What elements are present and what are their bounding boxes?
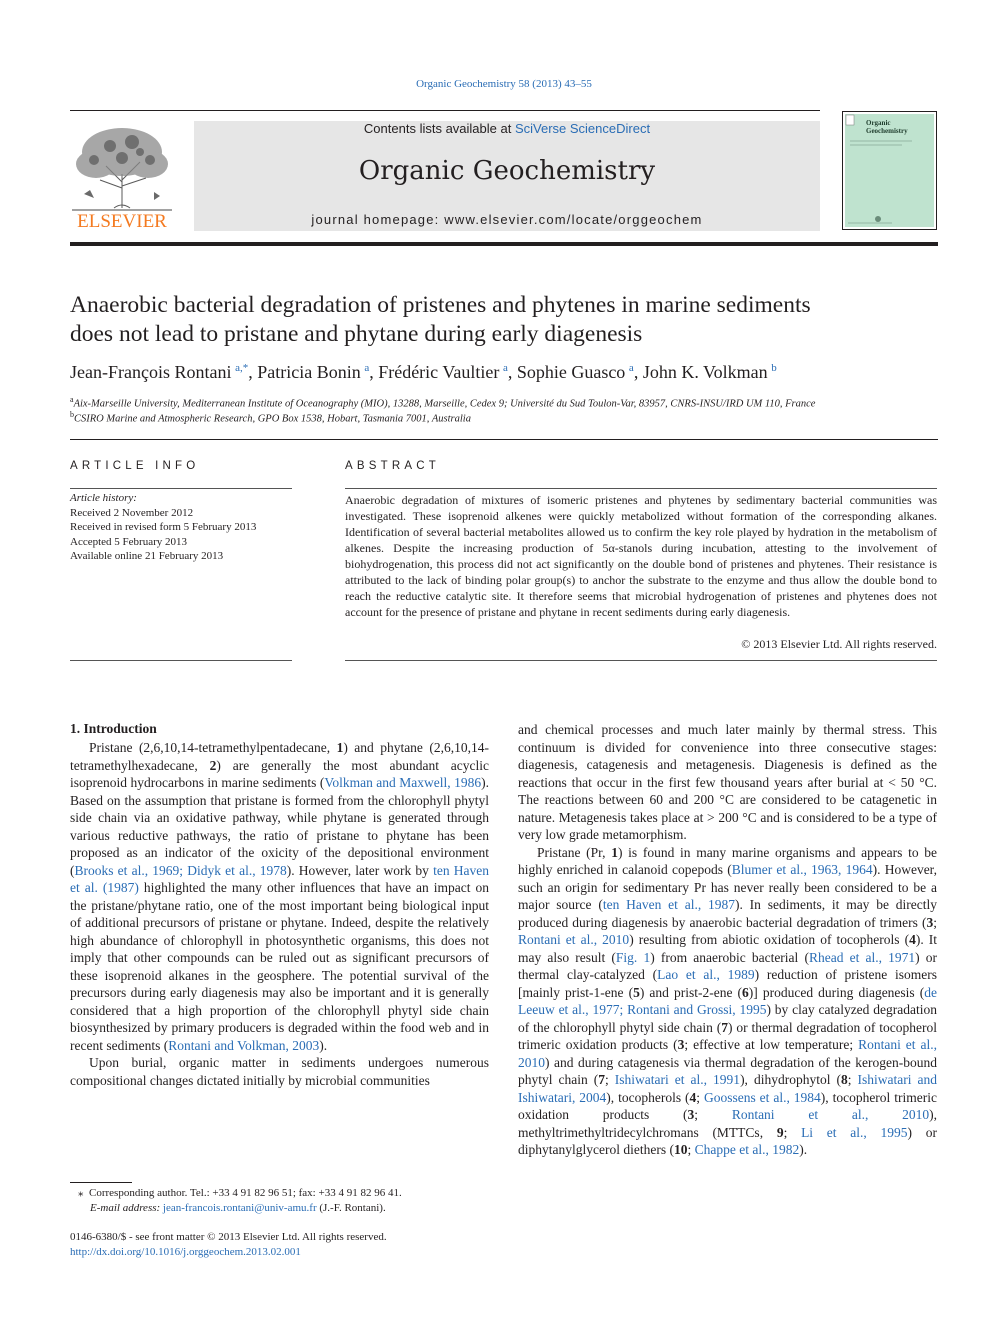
compound-number: 2 [209,757,217,773]
citation-link[interactable]: Volkman and Maxwell, 1986 [324,775,482,790]
journal-name: Organic Geochemistry [358,156,656,186]
body-paragraph [518,844,937,1159]
author-affiliation-marker[interactable]: b [771,362,777,374]
text-run: ), methyltrimethyltridecylchromans (MTTCs, [518,1107,937,1140]
text-run: ) or diphytanylglycerol diethers ( [518,1124,937,1157]
text-run: ). However, such an origin for sedimentary Pr has never really been considered to be a major source ( [518,862,938,912]
elsevier-logo[interactable] [70,122,174,234]
author-name: Frédéric Vaultier [378,362,500,382]
citation-link[interactable]: Lao et al., 1989 [657,967,755,982]
history-revised: Received in revised form 5 February 2013 [70,521,257,533]
contents-prefix: Contents lists available at [363,121,515,136]
citation-link[interactable]: Fig. 1 [615,949,651,965]
body-paragraph [70,1054,489,1089]
affiliation-a-marker: a [70,395,74,404]
compound-number: 7 [721,1019,728,1035]
affiliation-a [70,395,940,410]
citation-link[interactable]: Rontani et al., 2010 [518,1037,938,1070]
article-info-rule-bottom [70,660,292,661]
abstract-rule-bottom [345,660,937,661]
compound-number: 1 [336,740,344,755]
text-run: ; [605,1072,615,1087]
body-paragraph [518,721,937,844]
text-run: Pristane (2,6,10,14-tetramethylpentadecane, [89,740,337,755]
text-run: ; [847,1072,858,1087]
text-run: Upon burial, organic matter in sediments undergoes numerous compositional changes dictated initially by microbial communities [70,1055,489,1088]
body-paragraph [70,739,489,1054]
affiliation-rule [70,439,938,440]
author-5 [643,362,777,382]
body-column-right [518,721,937,1159]
author-name: Sophie Guasco [516,362,626,382]
text-run: ) reduction of pristene isomers [mainly prist-1-ene ( [518,967,937,1000]
citation-link[interactable]: Brooks et al., 1969; Didyk et al., 1978 [74,862,287,878]
text-run: Pristane (Pr, [537,844,612,860]
abstract-text: Anaerobic degradation of mixtures of isomeric pristenes and phytenes by sedimentary bacterial communities was investigated. These isoprenoid alkenes were quickly metabolized without formation of the corresponding alkanes. Identification of several bacterial metabolites allowed us to confirm the key role played by hydration in the metabolism of alkenes. Despite the increasing production of 5α-stanols during incubation, attesting to the involvement of biohydrogenation, this process did not act significantly on the double bond of pristenes and phytenes. Their resistance is attributed to the lack of binding polar group(s) to anchor the substrate to the enzyme and thus allow the double bond to reach the reductive catalytic site. It therefore seems that microbial hydrogenation of pristenes and phytenes does not account for the presence of pristane and phytane in recent sediments during early diagenesis. [345,493,937,619]
compound-number: 8 [840,1072,848,1087]
author-name: Jean-François Rontani [70,362,232,382]
text-run: ) is found in many marine organisms and appears to be highly enriched in calanoid copepods ( [518,844,937,877]
author-affiliation-marker[interactable]: a [502,362,508,374]
author-1 [70,362,248,382]
footnote-marker: ⁎ [78,1187,84,1199]
text-run: ) or thermal clay-catalyzed ( [518,949,937,982]
text-run: ). It may also result ( [518,932,938,965]
text-run: ) from anaerobic bacterial ( [650,949,809,965]
front-matter [70,1230,489,1259]
abstract-heading: ABSTRACT [345,460,440,472]
compound-number: 1 [611,844,618,860]
author-affiliation-marker[interactable]: a [364,362,370,374]
body-column-left [70,739,489,1089]
text-run: ) and during catagenesis via thermal degradation of the kerogen-bound phytyl chain ( [518,1054,937,1087]
abstract-rule-top [345,488,937,489]
text-run: ; [783,1124,802,1140]
compound-number: 3 [677,1037,685,1052]
footnote-corresponding [70,1186,489,1201]
journal-citation[interactable]: Organic Geochemistry 58 (2013) 43–55 [416,78,592,90]
compound-number: 3 [926,914,934,930]
author-2 [257,362,369,382]
affiliation-a-text: Aix-Marseille University, Mediterranean Institute of Oceanography (MIO), 13288, Marseille, Cedex 9; Université du Sud Toulon-Var, 83957, CNRS-INSU/IRD UM 110, France [73,398,816,410]
compound-number: 10 [673,1142,688,1157]
section-heading-introduction: 1. Introduction [70,721,157,736]
author-name: John K. Volkman [642,362,768,382]
author-4 [517,362,634,382]
sciencedirect-link[interactable]: SciVerse ScienceDirect [514,121,651,136]
cover-title: Organic Geochemistry [866,119,908,135]
compound-number: 3 [687,1107,695,1122]
compound-number: 6 [742,984,749,1000]
citation-link[interactable]: Rontani et al., 2010 [731,1107,930,1122]
doi-link[interactable]: http://dx.doi.org/10.1016/j.orggeochem.2013.02.001 [70,1245,301,1258]
citation-link[interactable]: Chappe et al., 1982 [694,1142,800,1157]
affiliation-b [70,410,940,425]
article-title-line-1: Anaerobic bacterial degradation of pristenes and phytenes in marine sediments [70,292,811,318]
footnote-email-label: E-mail address: [90,1201,163,1214]
citation-link[interactable]: Blumer et al., 1963, 1964 [731,862,873,877]
issn-line: 0146-6380/$ - see front matter © 2013 Elsevier Ltd. All rights reserved. [70,1231,387,1243]
text-run: ), tocopherol trimeric oxidation products ( [518,1089,937,1122]
article-title-line-2: does not lead to pristane and phytane during early diagenesis [70,321,643,347]
abstract-copyright: © 2013 Elsevier Ltd. All rights reserved. [741,637,937,651]
citation-link[interactable]: Rhead et al., 1971 [808,949,916,965]
text-run: ). However, later work by [286,862,434,878]
article-title [70,291,940,349]
text-run: ). [799,1142,808,1157]
journal-cover-thumbnail[interactable] [842,111,937,230]
text-run: ). [319,1037,328,1053]
citation-link[interactable]: Ishiwatari and Ishiwatari, 2004 [518,1072,937,1105]
text-run: ), dihydrophytol ( [740,1072,841,1087]
affiliation-b-marker: b [70,410,74,419]
compound-number: 4 [689,1089,697,1105]
citation-link[interactable]: Goossens et al., 1984 [703,1089,821,1105]
text-run: ) and prist-2-ene ( [639,984,743,1000]
citation-link[interactable]: ten Haven et al., 1987 [602,897,735,912]
text-run: ). In sediments, it may be directly produced during diagenesis by anaerobic bacterial degradation of trimers ( [518,897,938,930]
journal-homepage[interactable]: journal homepage: www.elsevier.com/locate/orggeochem [311,212,703,227]
affiliation-b-text: CSIRO Marine and Atmospheric Research, GPO Box 1538, Hobart, Tasmania 7001, Australia [74,413,471,425]
text-run: ), tocopherols ( [606,1089,690,1105]
citation-link[interactable]: Rontani and Volkman, 2003 [168,1037,320,1053]
footnote-rule [70,1182,132,1183]
text-run: ) are generally the most abundant acyclic isoprenoid hydrocarbons in marine sediments ( [70,757,489,790]
article-info-rule-top [70,488,292,489]
header-thick-rule [70,242,938,246]
footnote-corresponding-text: Corresponding author. Tel.: +33 4 91 82 96 51; fax: +33 4 91 82 96 41. [89,1187,402,1199]
text-run: highlighted the many other influences that have an impact on the pristane/phytane ratio, one of the most important being biological input of additional precursors of pristane or phytane. Indeed, despite the relatively high abundance of chlorophyll in photosynthetic organisms, this does not imply that other compounds can be ruled out as significant precursors of these isoprenoid alkanes in the geosphere. The potential survival of the precursors during early diagenesis may also be important and it is generally considered that a high proportion of the chlorophyll phytyl side chain biosynthesized by primary producers is degraded within the food web and in recent sediments ( [70,880,489,1053]
article-history [70,491,292,564]
author-affiliation-marker[interactable]: a [628,362,634,374]
compound-number: 9 [776,1124,784,1140]
footnote-email-link[interactable]: jean-francois.rontani@univ-amu.fr [162,1201,317,1214]
history-received: Received 2 November 2012 [70,506,194,519]
compound-number: 7 [598,1072,606,1087]
text-run: ) or thermal degradation of tocopherol trimeric oxidation products ( [518,1019,937,1052]
author-affiliation-marker[interactable]: a,* [235,362,249,374]
author-name: Patricia Bonin [257,362,361,382]
contents-line [194,121,820,136]
history-accepted: Accepted 5 February 2013 [70,535,187,548]
header-top-rule [70,110,820,111]
text-run: ) resulting from abiotic oxidation of tocopherols ( [629,932,910,947]
citation-link[interactable]: Ishiwatari et al., 1991 [614,1072,741,1087]
text-run: ; [687,1142,695,1157]
citation-link[interactable]: Li et al., 1995 [801,1124,908,1140]
text-run: ). Based on the assumption that pristane is formed from the chlorophyll phytyl side chain via an oxidative pathway, while phytane is generated through various reductive pathways, the ratio of pristane to phytane has been proposed as an indicator of the oxicity of the depositional environment ( [70,775,489,878]
corresponding-author-footnote [70,1186,489,1215]
text-run: ; [696,1089,704,1105]
history-label: Article history: [70,492,137,504]
author-list: Jean-François Rontani $^{a,*}$, Patricia Bonin $^a$, Frédéric Vaultier $^a$, Sophie Guasco $^a$, John K. Volkman $^b$ [70,362,777,382]
citation-link[interactable]: de Leeuw et al., 1977; Rontani and Grossi, 1995 [518,984,937,1017]
article-info-heading: ARTICLE INFO [70,460,200,472]
citation-link[interactable]: ten Haven et al. (1987) [70,862,489,895]
footnote-email-line [70,1201,489,1216]
text-run: )] produced during diagenesis ( [748,984,925,1000]
elsevier-wordmark: ELSEVIER [77,211,167,232]
citation-link[interactable]: Rontani et al., 2010 [518,932,630,947]
text-run: ; effective at low temperature; [684,1037,859,1052]
text-run: ) by clay catalyzed degradation of the chlorophyll phytyl side chain ( [518,1002,937,1035]
author-3 [378,362,508,382]
footnote-email-suffix: (J.-F. Rontani). [316,1201,386,1214]
text-run: and chemical processes and much later mainly by thermal stress. This continuum is divided for convenience into three consecutive stages: diagenesis, catagenesis and metagenesis. Diagenesis is defined as the reactions that occur in the first few thousand years after burial at < 50 °C. The reactions between 60 and 200 °C are considered to be catagenetic in nature. Metagenesis takes place at > 200 °C and is considered to be a type of very low grade metamorphism. [518,722,937,842]
text-run: ; [694,1107,732,1122]
compound-number: 4 [909,932,916,947]
history-online: Available online 21 February 2013 [70,550,224,562]
compound-number: 5 [633,984,640,1000]
text-run: ) and phytane (2,6,10,14-tetramethylhexadecane, [70,740,489,773]
text-run: ; [933,914,937,930]
